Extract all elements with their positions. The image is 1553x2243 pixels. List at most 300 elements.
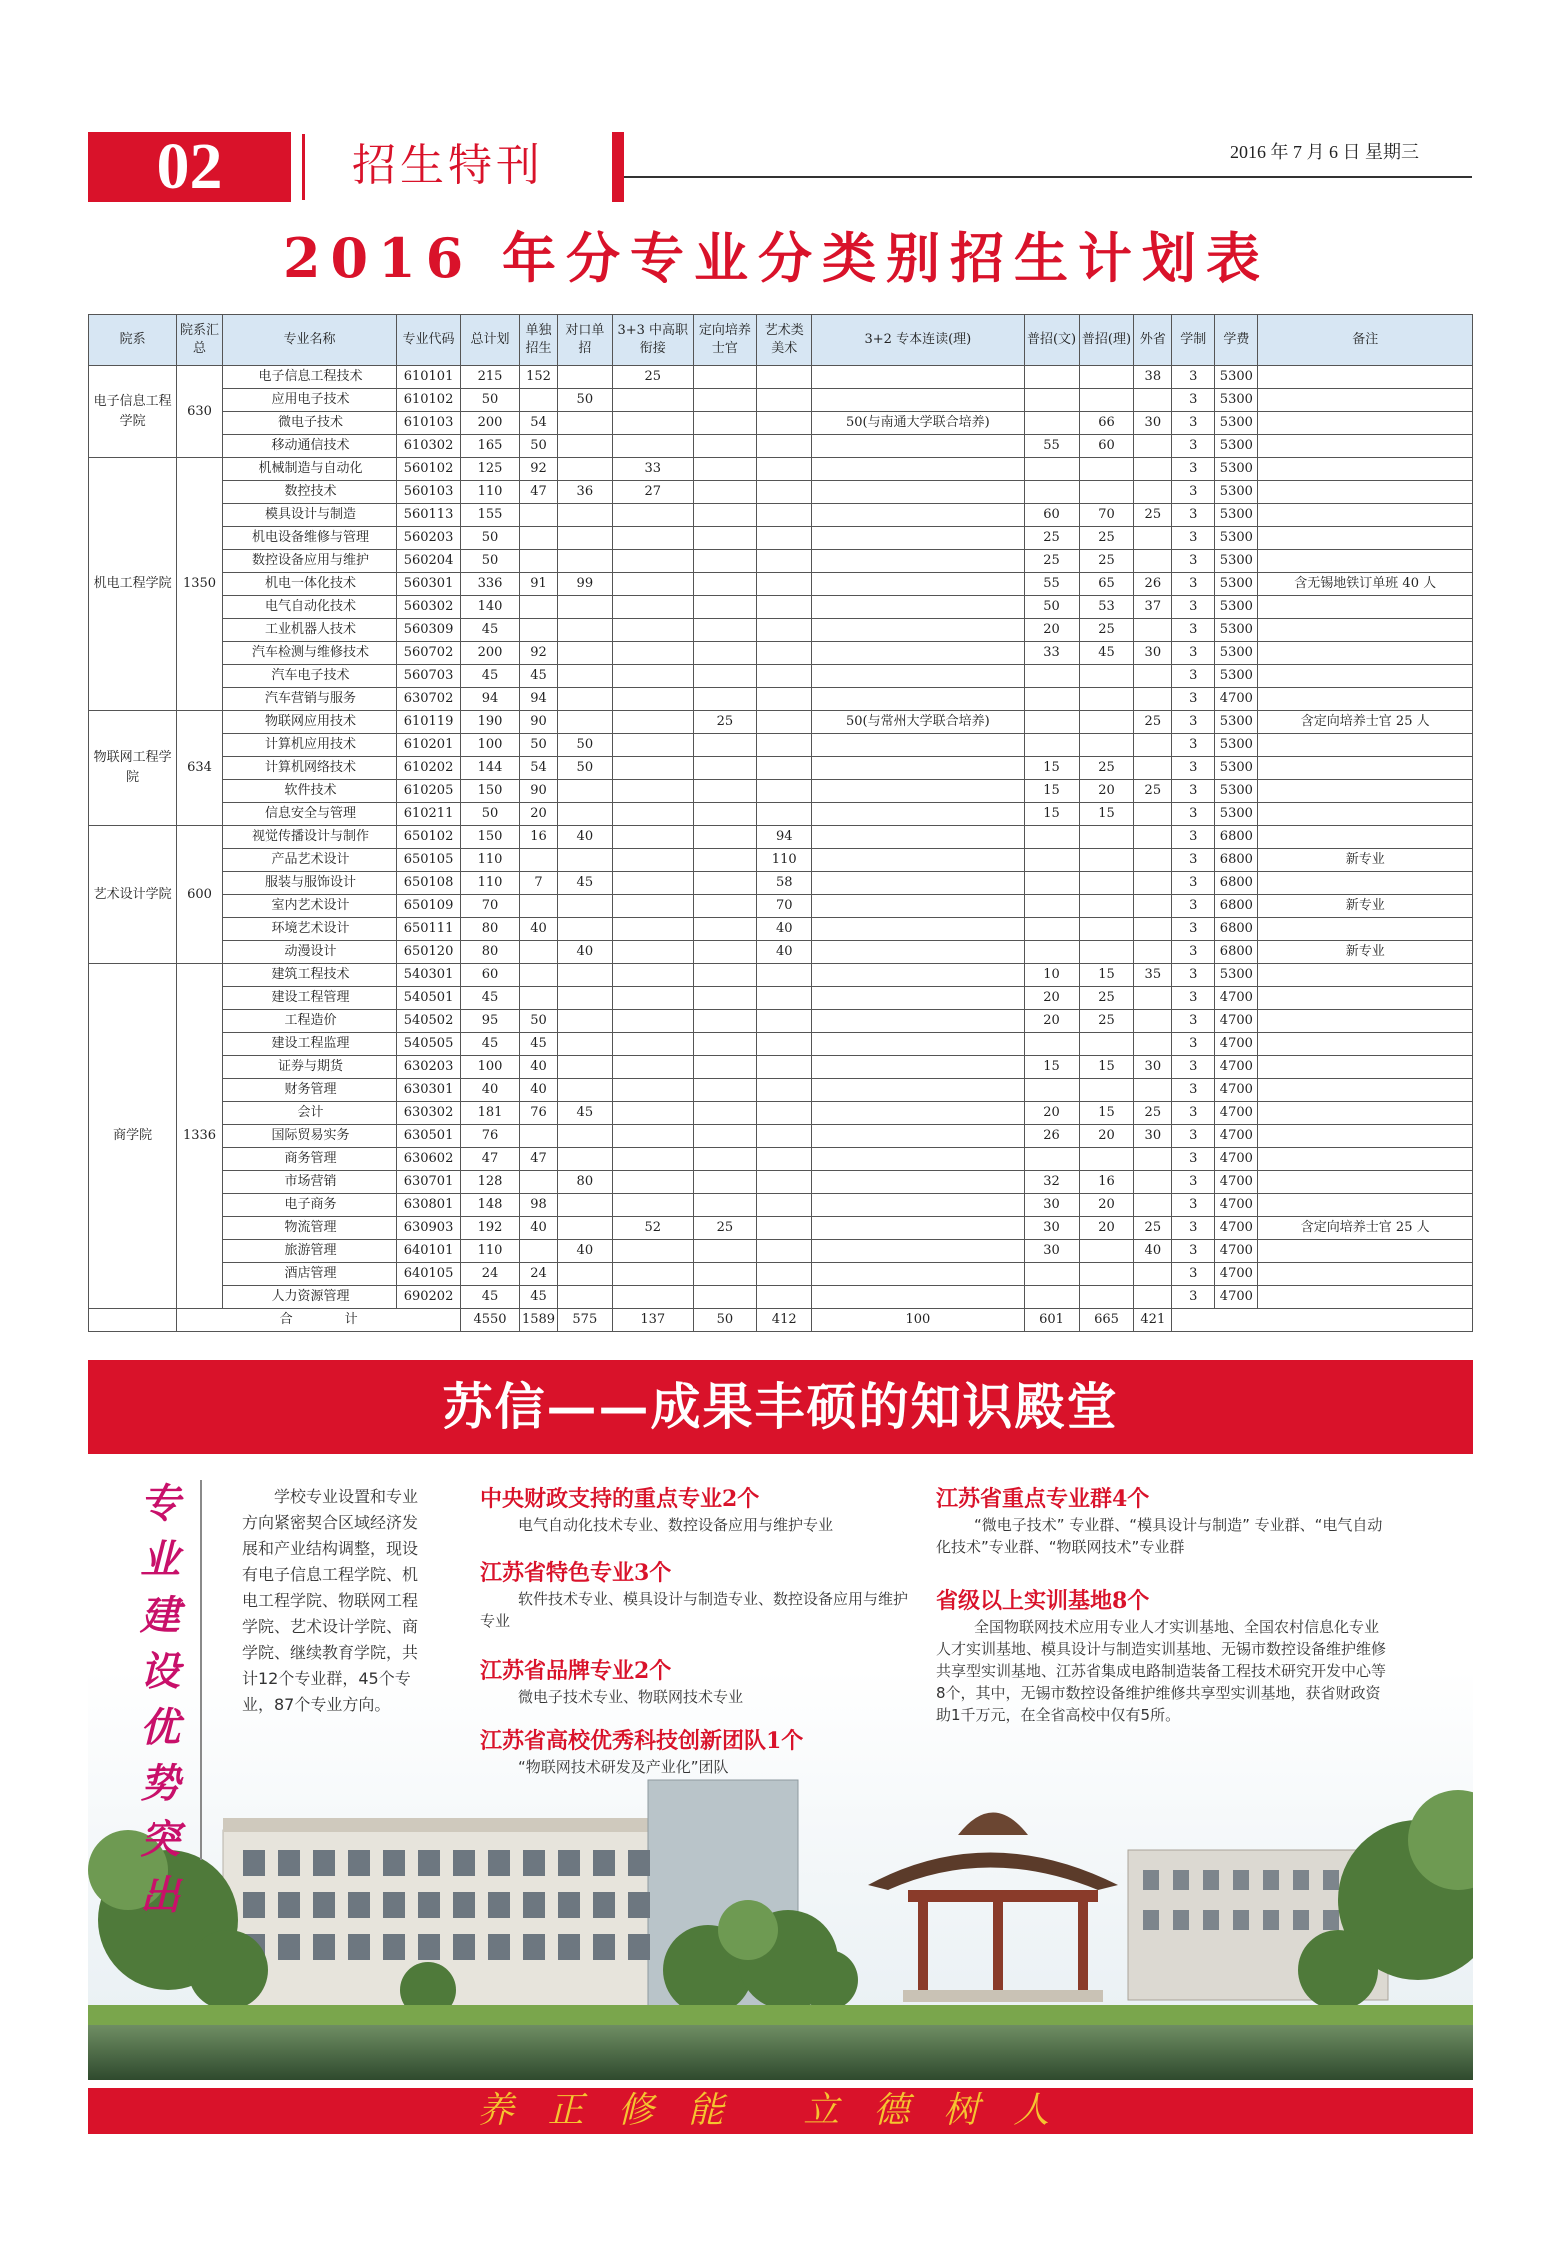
value-cell: 540502 xyxy=(397,1010,461,1033)
note-cell xyxy=(1258,596,1473,619)
value-cell xyxy=(612,803,693,826)
table-row xyxy=(89,389,1473,412)
note-cell: 新专业 xyxy=(1258,895,1473,918)
value-cell xyxy=(1024,1263,1079,1286)
value-cell: 4700 xyxy=(1215,1217,1258,1240)
value-cell xyxy=(1134,1194,1172,1217)
value-cell xyxy=(693,780,757,803)
value-cell xyxy=(812,550,1024,573)
table-row xyxy=(89,573,1473,596)
value-cell: 20 xyxy=(1024,1102,1079,1125)
value-cell xyxy=(1024,826,1079,849)
value-cell: 47 xyxy=(460,1148,519,1171)
value-cell: 3 xyxy=(1172,1263,1215,1286)
table-row xyxy=(89,435,1473,458)
dept-total-cell: 1350 xyxy=(177,458,222,711)
value-cell: 25 xyxy=(693,711,757,734)
note-cell xyxy=(1258,1171,1473,1194)
value-cell xyxy=(812,895,1024,918)
value-cell xyxy=(812,987,1024,1010)
column-header: 专业代码 xyxy=(397,315,461,366)
value-cell xyxy=(1079,481,1134,504)
highlight-heading: 中央财政支持的重点专业2个 xyxy=(480,1486,760,1512)
value-cell: 6800 xyxy=(1215,918,1258,941)
value-cell xyxy=(757,527,812,550)
value-cell: 55 xyxy=(1024,435,1079,458)
vertical-title-char: 专 xyxy=(140,1481,180,1527)
value-cell: 540301 xyxy=(397,964,461,987)
value-cell xyxy=(557,665,612,688)
value-cell xyxy=(1079,849,1134,872)
total-blank-cell xyxy=(1172,1309,1473,1332)
value-cell: 20 xyxy=(1024,987,1079,1010)
value-cell: 25 xyxy=(693,1217,757,1240)
note-cell xyxy=(1258,1286,1473,1309)
highlight-heading: 江苏省品牌专业2个 xyxy=(480,1658,672,1684)
note-cell xyxy=(1258,481,1473,504)
value-cell xyxy=(612,642,693,665)
value-cell xyxy=(612,527,693,550)
value-cell xyxy=(557,619,612,642)
value-cell: 3 xyxy=(1172,1033,1215,1056)
value-cell: 630501 xyxy=(397,1125,461,1148)
value-cell xyxy=(612,665,693,688)
value-cell: 640105 xyxy=(397,1263,461,1286)
value-cell xyxy=(1134,1148,1172,1171)
value-cell xyxy=(693,366,757,389)
table-row xyxy=(89,1056,1473,1079)
value-cell xyxy=(812,1286,1024,1309)
value-cell: 27 xyxy=(612,481,693,504)
value-cell xyxy=(612,550,693,573)
major-cell: 视觉传播设计与制作 xyxy=(222,826,397,849)
value-cell: 5300 xyxy=(1215,481,1258,504)
value-cell: 15 xyxy=(1079,964,1134,987)
value-cell xyxy=(612,849,693,872)
value-cell: 610205 xyxy=(397,780,461,803)
table-body xyxy=(89,366,1473,1332)
value-cell: 4700 xyxy=(1215,1033,1258,1056)
value-cell: 25 xyxy=(1079,527,1134,550)
value-cell: 70 xyxy=(1079,504,1134,527)
value-cell xyxy=(557,987,612,1010)
value-cell xyxy=(1134,1286,1172,1309)
value-cell: 45 xyxy=(520,1286,558,1309)
value-cell xyxy=(1134,895,1172,918)
value-cell: 50 xyxy=(460,527,519,550)
value-cell xyxy=(1024,918,1079,941)
value-cell: 25 xyxy=(612,366,693,389)
major-cell: 工程造价 xyxy=(222,1010,397,1033)
value-cell xyxy=(1079,665,1134,688)
value-cell xyxy=(757,458,812,481)
value-cell: 54 xyxy=(520,412,558,435)
value-cell: 30 xyxy=(1134,1056,1172,1079)
value-cell: 610211 xyxy=(397,803,461,826)
major-cell: 数控技术 xyxy=(222,481,397,504)
value-cell: 3 xyxy=(1172,757,1215,780)
value-cell xyxy=(812,826,1024,849)
value-cell: 35 xyxy=(1134,964,1172,987)
value-cell xyxy=(812,504,1024,527)
value-cell: 630602 xyxy=(397,1148,461,1171)
value-cell: 200 xyxy=(460,412,519,435)
value-cell: 144 xyxy=(460,757,519,780)
value-cell xyxy=(612,711,693,734)
value-cell: 148 xyxy=(460,1194,519,1217)
value-cell: 40 xyxy=(757,918,812,941)
value-cell xyxy=(693,504,757,527)
note-cell xyxy=(1258,665,1473,688)
value-cell: 3 xyxy=(1172,1056,1215,1079)
value-cell: 58 xyxy=(757,872,812,895)
note-cell xyxy=(1258,987,1473,1010)
value-cell: 4700 xyxy=(1215,1079,1258,1102)
major-cell: 环境艺术设计 xyxy=(222,918,397,941)
value-cell: 91 xyxy=(520,573,558,596)
value-cell: 5300 xyxy=(1215,366,1258,389)
value-cell xyxy=(693,642,757,665)
value-cell xyxy=(1024,1033,1079,1056)
total-value-cell: 575 xyxy=(557,1309,612,1332)
value-cell: 50 xyxy=(1024,596,1079,619)
value-cell xyxy=(557,435,612,458)
value-cell xyxy=(1079,711,1134,734)
value-cell xyxy=(693,1263,757,1286)
feature-intro: 学校专业设置和专业方向紧密契合区域经济发展和产业结构调整，现设有电子信息工程学院、机电工程学院、物联网工程学院、艺术设计学院、商学院、继续教育学院，共计12个专业群，45个专业，87个专业方向。 xyxy=(242,1487,419,1714)
value-cell: 5300 xyxy=(1215,573,1258,596)
value-cell xyxy=(612,757,693,780)
major-cell: 机电设备维修与管理 xyxy=(222,527,397,550)
value-cell: 16 xyxy=(520,826,558,849)
value-cell: 40 xyxy=(520,1217,558,1240)
value-cell xyxy=(557,504,612,527)
table-row xyxy=(89,918,1473,941)
value-cell: 36 xyxy=(557,481,612,504)
value-cell xyxy=(757,734,812,757)
value-cell xyxy=(757,1056,812,1079)
value-cell xyxy=(612,964,693,987)
highlight-body: “物联网技术研发及产业化”团队 xyxy=(518,1758,729,1776)
value-cell xyxy=(693,1010,757,1033)
value-cell: 60 xyxy=(1079,435,1134,458)
highlight-right-2 xyxy=(936,1586,1392,1726)
value-cell: 5300 xyxy=(1215,550,1258,573)
total-value-cell: 4550 xyxy=(460,1309,519,1332)
value-cell: 50 xyxy=(557,734,612,757)
value-cell: 40 xyxy=(460,1079,519,1102)
value-cell: 60 xyxy=(460,964,519,987)
value-cell xyxy=(520,1125,558,1148)
value-cell xyxy=(520,1240,558,1263)
value-cell: 20 xyxy=(1079,1217,1134,1240)
value-cell xyxy=(812,1171,1024,1194)
value-cell xyxy=(520,550,558,573)
vertical-title-char: 出 xyxy=(140,1873,180,1919)
value-cell: 560703 xyxy=(397,665,461,688)
value-cell: 560702 xyxy=(397,642,461,665)
note-cell xyxy=(1258,918,1473,941)
value-cell xyxy=(757,1194,812,1217)
value-cell xyxy=(1024,872,1079,895)
major-cell: 建设工程管理 xyxy=(222,987,397,1010)
value-cell: 50 xyxy=(520,435,558,458)
value-cell xyxy=(757,803,812,826)
value-cell: 100 xyxy=(460,1056,519,1079)
value-cell xyxy=(757,665,812,688)
value-cell xyxy=(693,803,757,826)
value-cell: 76 xyxy=(460,1125,519,1148)
value-cell: 53 xyxy=(1079,596,1134,619)
value-cell: 5300 xyxy=(1215,964,1258,987)
value-cell: 3 xyxy=(1172,504,1215,527)
value-cell: 80 xyxy=(557,1171,612,1194)
value-cell xyxy=(612,688,693,711)
value-cell: 50 xyxy=(520,734,558,757)
major-cell: 服装与服饰设计 xyxy=(222,872,397,895)
total-label: 合 计 xyxy=(177,1309,460,1332)
value-cell xyxy=(557,1217,612,1240)
table-row xyxy=(89,734,1473,757)
table-row xyxy=(89,849,1473,872)
note-cell: 新专业 xyxy=(1258,849,1473,872)
value-cell xyxy=(812,780,1024,803)
value-cell: 15 xyxy=(1079,1056,1134,1079)
value-cell: 45 xyxy=(460,1033,519,1056)
value-cell: 3 xyxy=(1172,619,1215,642)
value-cell: 110 xyxy=(460,849,519,872)
value-cell xyxy=(812,1010,1024,1033)
major-cell: 财务管理 xyxy=(222,1079,397,1102)
value-cell xyxy=(612,1194,693,1217)
value-cell: 630903 xyxy=(397,1217,461,1240)
value-cell xyxy=(1134,803,1172,826)
value-cell: 4700 xyxy=(1215,1194,1258,1217)
value-cell: 336 xyxy=(460,573,519,596)
value-cell: 640101 xyxy=(397,1240,461,1263)
value-cell: 5300 xyxy=(1215,642,1258,665)
value-cell xyxy=(1134,1010,1172,1033)
value-cell xyxy=(520,964,558,987)
value-cell xyxy=(612,1033,693,1056)
vertical-title-char: 设 xyxy=(140,1649,180,1695)
value-cell xyxy=(557,711,612,734)
table-row xyxy=(89,504,1473,527)
value-cell xyxy=(520,527,558,550)
value-cell xyxy=(693,987,757,1010)
value-cell xyxy=(1024,412,1079,435)
value-cell: 150 xyxy=(460,826,519,849)
value-cell xyxy=(812,573,1024,596)
value-cell xyxy=(812,1263,1024,1286)
value-cell: 99 xyxy=(557,573,612,596)
highlight-right-1 xyxy=(936,1484,1392,1558)
table-row xyxy=(89,780,1473,803)
value-cell xyxy=(812,941,1024,964)
value-cell: 540501 xyxy=(397,987,461,1010)
value-cell xyxy=(693,1240,757,1263)
table-row xyxy=(89,1263,1473,1286)
value-cell: 50 xyxy=(557,757,612,780)
highlight-left-2 xyxy=(480,1558,920,1632)
major-cell: 证券与期货 xyxy=(222,1056,397,1079)
value-cell: 3 xyxy=(1172,1217,1215,1240)
value-cell xyxy=(557,1263,612,1286)
value-cell xyxy=(812,918,1024,941)
note-cell xyxy=(1258,550,1473,573)
value-cell xyxy=(757,642,812,665)
value-cell xyxy=(612,872,693,895)
dept-cell: 电子信息工程学院 xyxy=(89,366,177,458)
table-row xyxy=(89,1194,1473,1217)
value-cell xyxy=(557,1010,612,1033)
value-cell xyxy=(1134,1263,1172,1286)
value-cell: 45 xyxy=(557,872,612,895)
value-cell xyxy=(1024,366,1079,389)
value-cell: 80 xyxy=(460,941,519,964)
value-cell xyxy=(612,619,693,642)
value-cell: 26 xyxy=(1134,573,1172,596)
total-value-cell: 601 xyxy=(1024,1309,1079,1332)
table-row xyxy=(89,1171,1473,1194)
value-cell xyxy=(1134,757,1172,780)
value-cell xyxy=(693,412,757,435)
value-cell xyxy=(757,1010,812,1033)
value-cell xyxy=(757,688,812,711)
value-cell: 20 xyxy=(1024,1010,1079,1033)
value-cell: 5300 xyxy=(1215,504,1258,527)
vertical-title-char: 突 xyxy=(140,1817,180,1863)
value-cell xyxy=(812,435,1024,458)
value-cell xyxy=(757,412,812,435)
value-cell: 30 xyxy=(1024,1194,1079,1217)
value-cell xyxy=(1024,849,1079,872)
total-blank-cell xyxy=(89,1309,177,1332)
value-cell: 3 xyxy=(1172,1125,1215,1148)
value-cell xyxy=(812,1240,1024,1263)
value-cell xyxy=(1134,1171,1172,1194)
value-cell: 94 xyxy=(757,826,812,849)
dept-total-cell: 600 xyxy=(177,826,222,964)
value-cell xyxy=(693,435,757,458)
value-cell xyxy=(1024,895,1079,918)
table-row xyxy=(89,987,1473,1010)
value-cell xyxy=(557,1286,612,1309)
value-cell xyxy=(520,504,558,527)
value-cell xyxy=(757,987,812,1010)
value-cell: 5300 xyxy=(1215,389,1258,412)
value-cell: 95 xyxy=(460,1010,519,1033)
major-cell: 人力资源管理 xyxy=(222,1286,397,1309)
header-divider xyxy=(302,134,305,200)
value-cell: 50(与南通大学联合培养) xyxy=(812,412,1024,435)
value-cell: 6800 xyxy=(1215,895,1258,918)
value-cell xyxy=(612,1125,693,1148)
dept-total-cell: 1336 xyxy=(177,964,222,1309)
value-cell: 3 xyxy=(1172,642,1215,665)
value-cell xyxy=(757,757,812,780)
value-cell xyxy=(757,619,812,642)
note-cell xyxy=(1258,1125,1473,1148)
value-cell: 5300 xyxy=(1215,619,1258,642)
value-cell: 5300 xyxy=(1215,757,1258,780)
value-cell xyxy=(557,550,612,573)
value-cell xyxy=(557,1079,612,1102)
value-cell: 4700 xyxy=(1215,1056,1258,1079)
major-cell: 电气自动化技术 xyxy=(222,596,397,619)
value-cell xyxy=(612,987,693,1010)
value-cell: 25 xyxy=(1134,711,1172,734)
value-cell: 40 xyxy=(557,941,612,964)
major-cell: 移动通信技术 xyxy=(222,435,397,458)
value-cell: 110 xyxy=(460,1240,519,1263)
total-value-cell: 1589 xyxy=(520,1309,558,1332)
value-cell xyxy=(557,458,612,481)
value-cell xyxy=(812,1148,1024,1171)
table-row xyxy=(89,688,1473,711)
total-value-cell: 412 xyxy=(757,1309,812,1332)
value-cell: 40 xyxy=(520,1079,558,1102)
note-cell xyxy=(1258,389,1473,412)
major-cell: 旅游管理 xyxy=(222,1240,397,1263)
value-cell: 5300 xyxy=(1215,596,1258,619)
value-cell xyxy=(557,1033,612,1056)
value-cell: 60 xyxy=(1024,504,1079,527)
value-cell: 3 xyxy=(1172,780,1215,803)
value-cell: 5300 xyxy=(1215,734,1258,757)
table-row xyxy=(89,642,1473,665)
column-header: 艺术类美术 xyxy=(757,315,812,366)
column-header: 普招(文) xyxy=(1024,315,1079,366)
note-cell xyxy=(1258,1240,1473,1263)
value-cell: 4700 xyxy=(1215,1263,1258,1286)
value-cell: 15 xyxy=(1079,1102,1134,1125)
value-cell xyxy=(693,826,757,849)
value-cell: 3 xyxy=(1172,872,1215,895)
value-cell xyxy=(693,1033,757,1056)
value-cell xyxy=(1134,941,1172,964)
value-cell xyxy=(812,665,1024,688)
value-cell: 3 xyxy=(1172,849,1215,872)
value-cell xyxy=(1024,941,1079,964)
table-row xyxy=(89,1125,1473,1148)
value-cell xyxy=(520,987,558,1010)
value-cell: 30 xyxy=(1024,1217,1079,1240)
value-cell xyxy=(693,1102,757,1125)
value-cell: 181 xyxy=(460,1102,519,1125)
value-cell xyxy=(757,1286,812,1309)
major-cell: 物联网应用技术 xyxy=(222,711,397,734)
school-motto: 养正修能 立德树人 xyxy=(477,2090,1084,2131)
note-cell xyxy=(1258,757,1473,780)
note-cell xyxy=(1258,1056,1473,1079)
section-band-title: 苏信——成果丰硕的知识殿堂 xyxy=(442,1377,1119,1436)
major-cell: 计算机网络技术 xyxy=(222,757,397,780)
value-cell: 40 xyxy=(1134,1240,1172,1263)
value-cell xyxy=(757,366,812,389)
note-cell xyxy=(1258,435,1473,458)
value-cell xyxy=(557,412,612,435)
value-cell xyxy=(1134,849,1172,872)
value-cell: 560204 xyxy=(397,550,461,573)
value-cell: 3 xyxy=(1172,941,1215,964)
value-cell xyxy=(1134,527,1172,550)
value-cell: 3 xyxy=(1172,918,1215,941)
value-cell: 5300 xyxy=(1215,412,1258,435)
vertical-title-char: 优 xyxy=(140,1705,180,1751)
highlight-heading: 江苏省高校优秀科技创新团队1个 xyxy=(480,1728,804,1754)
dept-cell: 商学院 xyxy=(89,964,177,1309)
